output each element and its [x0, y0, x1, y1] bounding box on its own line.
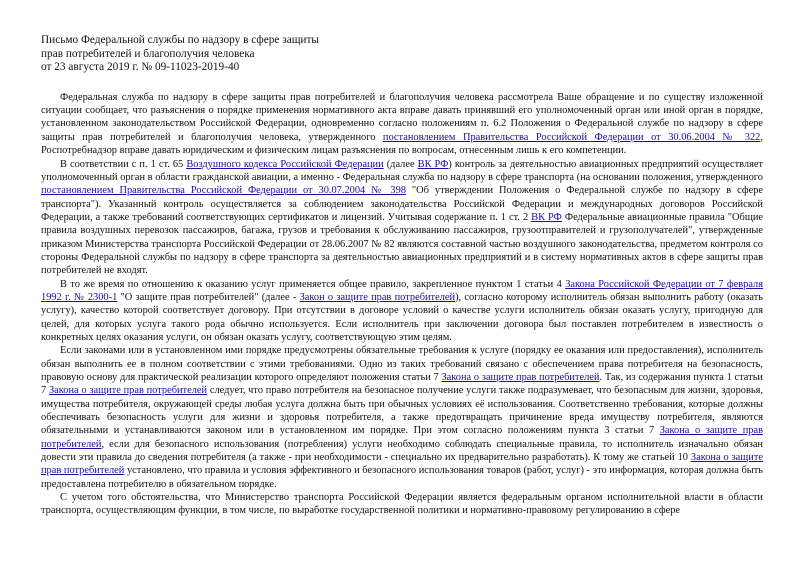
paragraph-3 [41, 278, 763, 345]
link-consumer-protection-law[interactable]: Закона о защите прав потребителей [48, 385, 208, 397]
paragraph-text: . Так, из содержания пункта 1 статьи 7 [41, 372, 763, 397]
link-vk-rf[interactable]: ВК РФ [417, 158, 449, 170]
paragraph-text: Если законами или в установленном ими порядке предусмотрены обязательные требования к услуге (порядку ее оказания или предоставления), исполнитель обязан выполнить ее в полном соответствии с этими требованиями. Одно из таких требований связано с обеспечением права потребителя на безопасность, правовую основу для практической реализации которого определяют положения статьи 7 [41, 345, 763, 383]
paragraph-text: В то же время по отношению к оказанию услуг применяется общее правило, закрепленное пунктом 1 статьи 4 [60, 278, 566, 290]
paragraph-4 [41, 344, 763, 491]
header-line-2: прав потребителей и благополучия человека [41, 47, 255, 60]
header-line-3: от 23 августа 2019 г. № 09-11023-2019-40 [41, 61, 240, 74]
paragraph-5 [41, 491, 763, 518]
paragraph-1 [41, 91, 763, 158]
link-law-2300-1[interactable]: Закона Российской Федерации от 7 февраля 1992 г. № 2300-1 [41, 278, 763, 303]
paragraph-2 [41, 158, 763, 278]
link-government-resolution-322[interactable]: постановлением Правительства Российской Федерации от 30.06.2004 № 322 [382, 131, 761, 143]
link-consumer-protection-law[interactable]: Закон о защите прав потребителей [299, 291, 456, 303]
paragraph-text: С учетом того обстоятельства, что Министерство транспорта Российской Федерации является федеральным органом исполнительной власти в области транспорта, осуществляющим функции, в том числе, по выработке государственной политики и нормативно-правовому регулированию в сфере [41, 492, 763, 517]
paragraph-text: В соответствии с п. 1 ст. 65 [60, 158, 187, 170]
paragraph-text: , если для безопасного использования (потребления) услуги необходимо соблюдать специальные правила, то исполнитель изначально обязан довести эти правила до сведения потребителя (а также - при необходимости - специально их предварительно разработать). К тому же статьей 10 [41, 438, 763, 464]
link-consumer-protection-law[interactable]: Закона о защите прав потребителей [441, 372, 600, 383]
paragraph-text: Федеральные авиационные правила "Общие правила воздушных перевозок пассажиров, багажа, грузов и требования к обслуживанию пассажиров, грузоотправителей и грузополучателей", утвержденные приказом Министерства транспорта Российской Федерации от 28.06.2007 № 82 являются составной частью воздушного законодательства, предметом контроля со стороны Федеральной службы по надзору в сфере транспорта за деятельностью авиационных предприятий и в систему нормативных актов в сфере защиты прав потребителей не входят. [41, 211, 763, 277]
paragraph-text: , Роспотребнадзор вправе давать юридическим и физическим лицам разъяснения по вопросам, отнесенным лишь к его компетенции. [41, 131, 763, 157]
paragraph-text: "Об утверждении Положения о Федеральной службе по надзору в сфере транспорта"). Указанный контроль осуществляется за соблюдением законодательства Российской Федерации и международных договоров Российской Федерации, а также требований соответствующих сертификатов и лицензий. Учитывая содержание п. 1 ст. 2 [41, 185, 763, 223]
link-government-resolution-398[interactable]: постановлением Правительства Российской Федерации от 30.07.2004 № 398 [41, 185, 406, 197]
link-air-code[interactable]: Воздушного кодекса Российской Федерации [186, 158, 384, 170]
paragraph-text: Федеральная служба по надзору в сфере защиты прав потребителей и благополучия человека рассмотрела Ваше обращение и по существу изложенной ситуации сообщает, что разъяснения о порядке применения нормативного акта вправе давать принявший его уполномоченный орган или иной орган в порядке, установленном законодательством Российской Федерации, одновременно согласно положениям п. 6.2 Положения о Федеральной службе по надзору в сфере защиты прав потребителей и благополучия человека, утвержденного [41, 91, 763, 143]
paragraph-text: ), согласно которому исполнитель обязан выполнить работу (оказать услугу), качество которой соответствует договору. При отсутствии в договоре условий о качестве услуги исполнитель обязан оказать услугу, пригодную для целей, для которых услуга такого рода обычно используется. Если исполнитель при заключении договора был поставлен потребителем в известность о конкретных целях оказания услуги, он обязан оказать услугу, соответствующую этим целям. [41, 291, 763, 343]
link-consumer-protection-law[interactable]: Закона о защите прав потребителей [41, 425, 763, 450]
link-consumer-protection-law[interactable]: Закона о защите прав потребителей [41, 452, 763, 477]
document-header [41, 34, 763, 75]
paragraph-text: (далее [383, 158, 418, 170]
link-vk-rf[interactable]: ВК РФ [531, 211, 562, 223]
paragraph-text: "О защите прав потребителей" (далее - [117, 291, 300, 303]
document-body [41, 91, 763, 518]
paragraph-text: ) контроль за деятельностью авиационных предприятий осуществляет уполномоченный орган в области гражданской авиации, а именно - Федеральная служба по надзору в сфере транспорта (на основании положения, утвержденного [41, 158, 764, 183]
paragraph-text: следует, что право потребителя на безопасное получение услуги также подразумевает, что безопасным для жизни, здоровья, имущества потребителя, окружающей среды любая услуга должна быть при обычных условиях её использования. Соответственно требования, которые должны обеспечивать безопасность услуги для жизни и здоровья потребителя, а также предотвращать причинение вреда имуществу потребителя, являются обязательными и устанавливаются законом или в установленном им порядке. При этом согласно положениям пункта 3 статьи 7 [41, 385, 764, 437]
header-line-1: Письмо Федеральной службы по надзору в сфере защиты [41, 34, 319, 46]
paragraph-text: установлено, что правила и условия эффективного и безопасного использования товаров (работ, услуг) - это информация, которая должна быть предоставлена потребителю в обязательном порядке. [41, 465, 763, 490]
